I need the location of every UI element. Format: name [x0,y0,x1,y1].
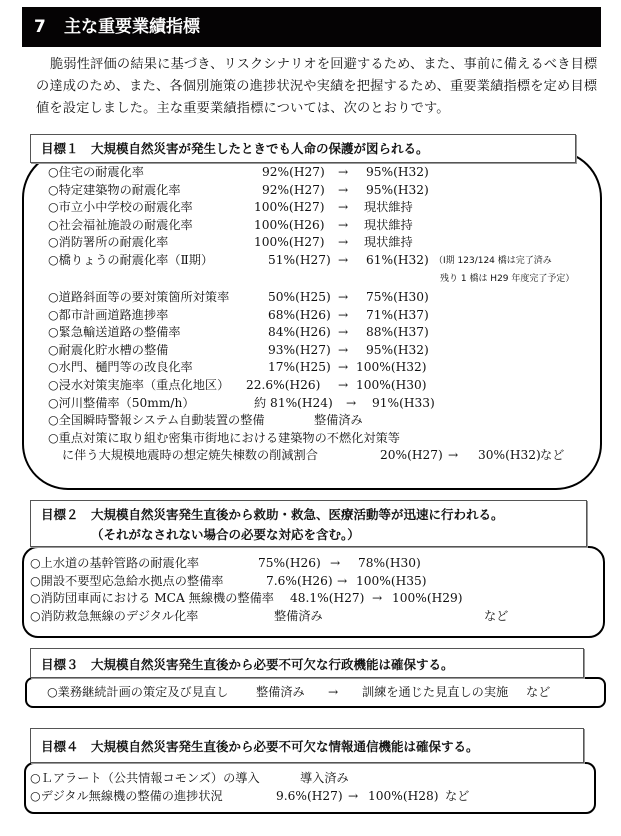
target-value: 95%(H32) [366,342,429,357]
indicator-name: ○全国瞬時警報システム自動装置の整備 [48,413,265,428]
arrow: → [338,360,349,375]
current-value: 50%(H25) [268,290,331,304]
target-value: 71%(H37) [366,307,429,322]
indicator-name: ○水門、樋門等の改良化率 [48,360,193,375]
current-value: 100%(H26) [254,217,325,232]
current-value: 7.6%(H26) [266,573,333,588]
indicator-name: ○消防署所の耐震化率 [48,235,169,250]
current-value: 22.6%(H26) [246,378,321,392]
goal-1-items [0,164,621,474]
target-value: 100%(H29) [392,591,463,606]
goal-2-items [0,555,621,627]
current-value: 84%(H26) [268,325,331,340]
indicator-name: ○開設不要型応急給水拠点の整備率 [30,573,224,588]
goal-1-label: 目標１ [41,141,79,156]
bridge-note-line-2: 残り 1 橋は H29 年度完了予定） [440,274,575,284]
arrow: → [338,307,349,322]
target-value: 95%(H32) [366,165,429,179]
arrow: → [338,165,349,179]
target-value: 100%(H35) [356,573,427,588]
arrow: → [338,200,349,215]
indicator-name: ○道路斜面等の要対策箇所対策率 [48,290,230,304]
indicator-name: ○緊急輸送道路の整備率 [48,325,181,340]
arrow: → [330,556,341,570]
indicator-name: ○市立小中学校の耐震化率 [48,200,193,215]
target-value: 100%(H30) [356,378,427,392]
arrow: → [338,253,349,267]
arrow: → [338,378,349,392]
current-value: 9.6%(H27) [276,789,343,803]
etc-suffix: など [540,448,565,463]
current-value: 48.1%(H27) [290,591,365,606]
indicator-name: ○デジタル無線機の整備の進捗状況 [30,789,223,803]
goal-1-title-box [30,134,576,163]
etc-suffix: など [484,608,509,623]
arrow: → [372,591,383,606]
intro-paragraph: 脆弱性評価の結果に基づき、リスクシナリオを回避するため、また、事前に備えるべき目標の達成のため、また、各個別施策の進捗状況や実績を把握するため、重要業績指標を定め目標値を設定しました。主な重要業績指標については、次のとおりです。 [36,57,598,116]
section-title: 主な重要業績指標 [64,17,200,37]
indicator-name: ○都市計画道路進捗率 [48,307,169,322]
indicator-name: ○業務継続計画の策定及び見直し [47,685,229,699]
current-value: 約 81%(H24) [254,395,333,410]
arrow: → [338,342,349,357]
target-value: 100%(H32) [356,360,427,375]
current-value: 20%(H27) [380,448,443,463]
goal-3-items [0,684,621,702]
arrow: → [338,290,349,304]
indicator-name: ○消防団車両における MCA 無線機の整備率 [30,591,274,606]
goal-4-label: 目標４ [41,739,79,754]
goal-3-label: 目標３ [41,657,79,672]
arrow: → [338,182,349,197]
target-value: 訓練を通じた見直しの実施 [362,685,509,699]
target-value: 100%(H28) [368,789,439,803]
section-header [22,7,601,47]
current-value: 整備済み [314,413,363,428]
indicator-name: ○上水道の基幹管路の耐震化率 [30,556,200,570]
current-value: 17%(H25) [268,360,331,375]
indicator-name: ○特定建築物の耐震化率 [48,182,181,197]
goal-2-title-box [30,500,587,547]
arrow: → [448,448,459,463]
current-value: 93%(H27) [268,342,331,357]
target-value: 現状維持 [364,235,413,250]
etc-suffix: など [526,685,551,699]
current-value: 100%(H27) [254,235,325,250]
current-value: 75%(H26) [258,556,321,570]
indicator-name: ○Ｌアラート（公共情報コモンズ）の導入 [30,771,260,785]
bridge-note-line-1: （Ⅰ期 123/124 橋は完了済み [434,256,552,266]
indicator-name: ○耐震化貯水槽の整備 [48,342,169,357]
arrow: → [337,573,348,588]
current-value: 68%(H26) [268,307,331,322]
current-value: 51%(H27) [268,253,331,267]
indicator-name: ○社会福祉施設の耐震化率 [48,217,193,232]
goal-4-items [0,770,621,806]
target-value: 30%(H32) [478,448,541,463]
target-value: 95%(H32) [366,182,429,197]
goal-3-title: 大規模自然災害発生直後から必要不可欠な行政機能は確保する。 [91,657,454,672]
indicator-name: に伴う大規模地震時の想定焼失棟数の削減割合 [62,448,318,463]
current-value: 92%(H27) [262,182,325,197]
goal-2-title: 大規模自然災害発生直後から救助・救急、医療活動等が迅速に行われる。 [91,507,504,522]
target-value: 88%(H37) [366,325,429,340]
current-value: 導入済み [300,771,349,785]
arrow: → [338,217,349,232]
goal-2-label: 目標２ [41,507,79,522]
arrow: → [338,325,349,340]
indicator-name: ○河川整備率（50mm/h） [48,395,195,410]
etc-suffix: など [445,789,470,803]
arrow: → [338,235,349,250]
indicator-name: ○浸水対策実施率（重点化地区） [48,378,230,392]
current-value: 整備済み [256,685,305,699]
indicator-name: ○橋りょうの耐震化率（Ⅱ期） [48,253,214,267]
current-value: 整備済み [274,608,323,623]
goal-3-title-box [30,648,584,678]
target-value: 現状維持 [364,200,413,215]
goal-2-subtitle: （それがなされない場合の必要な対応を含む。） [91,527,360,542]
goal-4-title: 大規模自然災害発生直後から必要不可欠な情報通信機能は確保する。 [91,739,479,754]
goal-1-title: 大規模自然災害が発生したときでも人命の保護が図られる。 [91,141,429,156]
section-number: 7 [34,17,46,37]
current-value: 100%(H27) [254,200,325,215]
target-value: 91%(H33) [372,395,435,410]
target-value: 現状維持 [364,217,413,232]
current-value: 92%(H27) [262,165,325,179]
arrow: → [348,789,359,803]
target-value: 61%(H32) [366,253,429,267]
indicator-name: ○消防救急無線のデジタル化率 [30,608,199,623]
indicator-name: ○重点対策に取り組む密集市街地における建築物の不燃化対策等 [48,430,400,445]
indicator-name: ○住宅の耐震化率 [48,165,144,179]
arrow: → [346,395,357,410]
arrow: → [328,685,339,699]
goal-4-title-box [30,728,584,763]
target-value: 75%(H30) [366,290,429,304]
target-value: 78%(H30) [358,556,421,570]
